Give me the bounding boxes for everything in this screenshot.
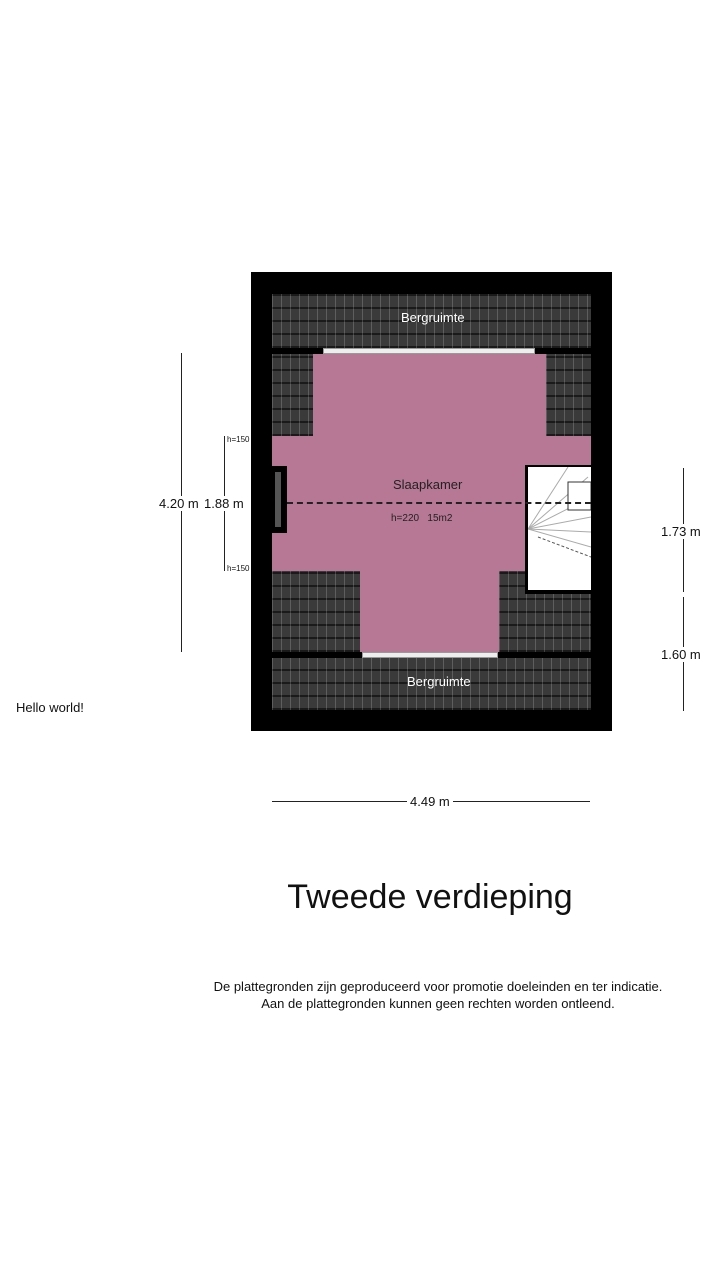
height-bedroom-label: 1.88 m [204, 496, 244, 511]
height-total-label: 4.20 m [159, 496, 199, 511]
bedroom-lower [360, 570, 499, 652]
page-title: Tweede verdieping [287, 878, 573, 916]
room-label-top-storage: Bergruimte [401, 310, 465, 325]
right-lower-label: 1.60 m [661, 647, 701, 662]
bedroom-upper [313, 354, 546, 437]
skylight-bottom [362, 652, 498, 658]
roof-left-lower [272, 571, 360, 652]
headroom-top-label: h=150 [227, 435, 250, 444]
dashed-section-line [287, 502, 591, 504]
stairs-icon [528, 467, 591, 590]
room-label-bedroom: Slaapkamer [393, 477, 463, 492]
chimney [272, 466, 287, 533]
right-upper-label: 1.73 m [661, 524, 701, 539]
skylight-top [323, 348, 535, 354]
room-label-bottom-storage: Bergruimte [407, 674, 471, 689]
roof-right-upper [546, 354, 591, 436]
overlay-text: Hello world! [16, 700, 84, 715]
disclaimer-line-1: De plattegronden zijn geproduceerd voor promotie doeleinden en ter indicatie. [213, 979, 663, 994]
width-label: 4.49 m [407, 794, 453, 809]
disclaimer-line-2: Aan de plattegronden kunnen geen rechten worden ontleend. [261, 996, 615, 1011]
room-details-bedroom: h=220 15m2 [391, 513, 453, 524]
headroom-bottom-label: h=150 [227, 564, 250, 573]
roof-left-upper [272, 354, 313, 436]
staircase [525, 465, 591, 594]
